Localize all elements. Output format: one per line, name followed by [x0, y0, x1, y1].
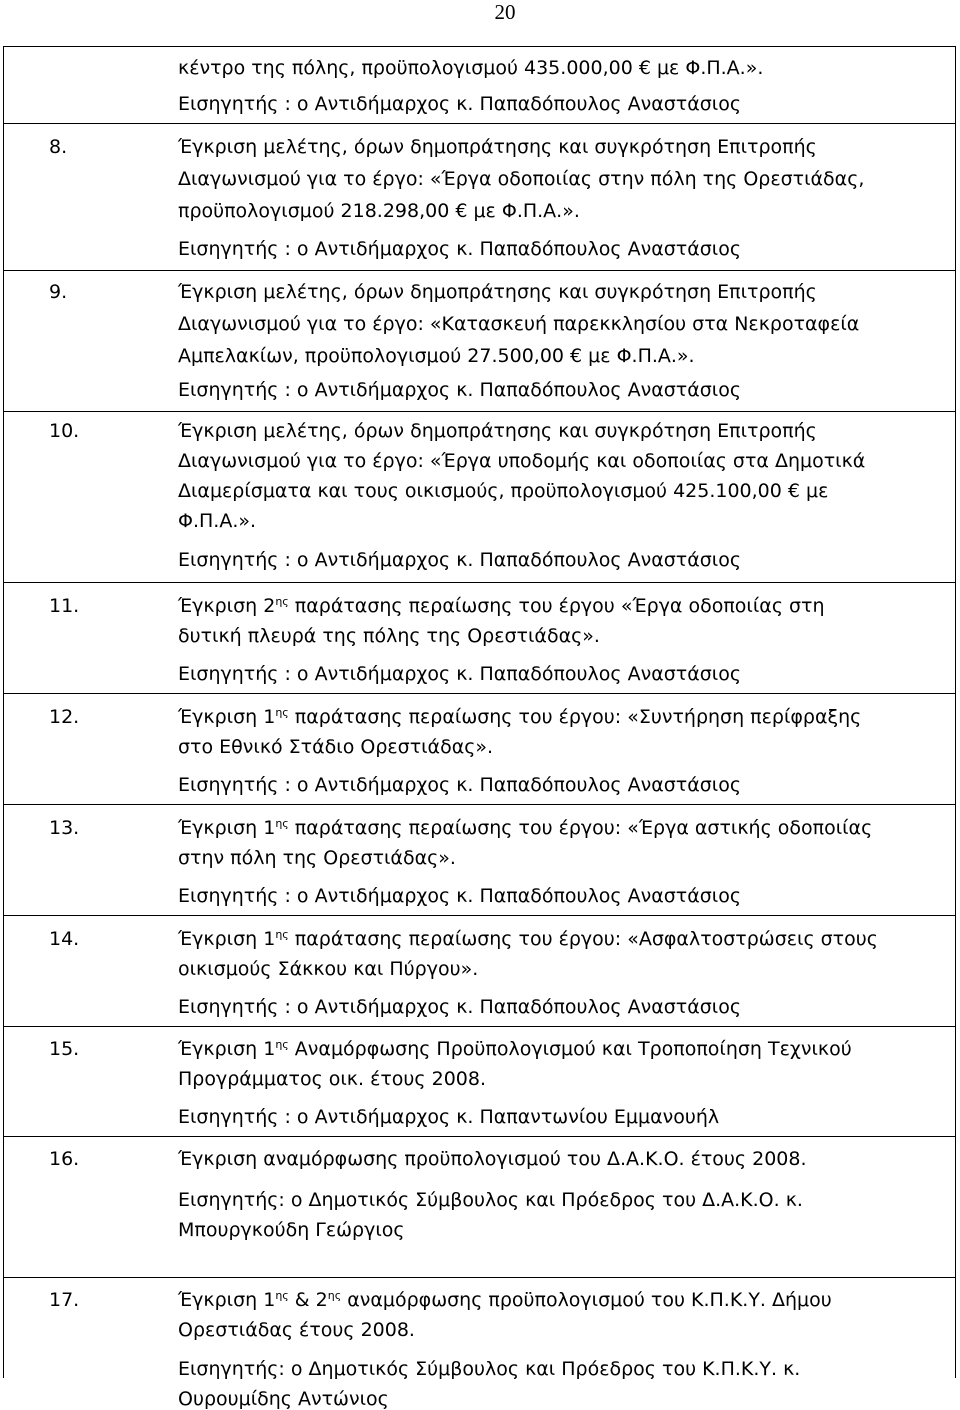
- table-row: [4, 1278, 955, 1410]
- ordinal-suffix: ης: [275, 1038, 289, 1051]
- item-text-line: κέντρο της πόλης, προϋπολογισμού 435.000,00 € με Φ.Π.Α.».: [178, 57, 764, 79]
- ordinal-suffix: ης: [275, 928, 289, 941]
- rapporteur: Εισηγητής : ο Αντιδήμαρχος κ. Παπαδόπουλος Αναστάσιος: [178, 93, 741, 115]
- item-text-prefix: Έγκριση 1: [178, 1289, 276, 1311]
- rapporteur: Εισηγητής : ο Αντιδήμαρχος κ. Παπαδόπουλος Αναστάσιος: [178, 238, 741, 260]
- item-text-prefix: Έγκριση 1: [178, 817, 276, 839]
- table-row: [4, 124, 955, 271]
- rapporteur: Εισηγητής : ο Αντιδήμαρχος κ. Παπαδόπουλος Αναστάσιος: [178, 663, 741, 685]
- item-number: 16.: [49, 1148, 80, 1170]
- table-row: [4, 271, 955, 412]
- item-text-rest: παράτασης περαίωσης του έργου «Έργα οδοποιίας στη: [288, 595, 825, 617]
- item-number: 11.: [49, 595, 80, 617]
- table-row: [4, 1137, 955, 1278]
- item-text-mid: & 2: [288, 1289, 328, 1311]
- item-text-rest: παράτασης περαίωσης του έργου: «Ασφαλτοστρώσεις στους: [288, 928, 878, 950]
- rapporteur: Ουρουμίδης Αντώνιος: [178, 1388, 389, 1410]
- item-text-line: [178, 1038, 852, 1060]
- item-text-line: Διαγωνισμού για το έργο: «Έργα οδοποιίας στην πόλη της Ορεστιάδας,: [178, 168, 865, 190]
- item-text-rest: παράτασης περαίωσης του έργου: «Συντήρηση περίφραξης: [288, 706, 862, 728]
- rapporteur: Εισηγητής : ο Αντιδήμαρχος κ. Παπαδόπουλος Αναστάσιος: [178, 885, 741, 907]
- item-text-line: Φ.Π.Α.».: [178, 510, 257, 532]
- item-text-line: Προγράμματος οικ. έτους 2008.: [178, 1068, 486, 1090]
- item-text-line: Διαγωνισμού για το έργο: «Κατασκευή παρεκκλησίου στα Νεκροταφεία: [178, 313, 860, 335]
- ordinal-suffix: ης: [275, 817, 289, 830]
- table-row: [4, 583, 955, 694]
- item-number: 14.: [49, 928, 80, 950]
- item-number: 12.: [49, 706, 80, 728]
- ordinal-suffix: ης: [275, 706, 289, 719]
- item-text-line: Έγκριση μελέτης, όρων δημοπράτησης και συγκρότηση Επιτροπής: [178, 281, 817, 303]
- table-row: [4, 1027, 955, 1137]
- rapporteur: Μπουργκούδη Γεώργιος: [178, 1219, 405, 1241]
- table-row: [4, 916, 955, 1027]
- item-text-line: [178, 1289, 832, 1311]
- item-text-line: δυτική πλευρά της πόλης της Ορεστιάδας».: [178, 625, 600, 647]
- item-number: 10.: [49, 420, 80, 442]
- item-text-line: Έγκριση αναμόρφωσης προϋπολογισμού του Δ.Α.Κ.Ο. έτους 2008.: [178, 1148, 807, 1170]
- ordinal-suffix: ης: [327, 1289, 342, 1302]
- item-text-rest: παράτασης περαίωσης του έργου: «Έργα αστικής οδοποιίας: [288, 817, 873, 839]
- ordinal-suffix: ης: [275, 595, 289, 608]
- item-text-rest: αναμόρφωσης προϋπολογισμού του Κ.Π.Κ.Υ. Δήμου: [341, 1289, 832, 1311]
- rapporteur: Εισηγητής : ο Αντιδήμαρχος κ. Παπαδόπουλος Αναστάσιος: [178, 379, 741, 401]
- item-text-line: [178, 817, 872, 839]
- item-text-line: Έγκριση μελέτης, όρων δημοπράτησης και συγκρότηση Επιτροπής: [178, 136, 817, 158]
- item-text-line: Έγκριση μελέτης, όρων δημοπράτησης και συγκρότηση Επιτροπής: [178, 420, 817, 442]
- item-text-prefix: Έγκριση 1: [178, 1038, 276, 1060]
- table-row: [4, 694, 955, 805]
- rapporteur: Εισηγητής : ο Αντιδήμαρχος κ. Παπαδόπουλος Αναστάσιος: [178, 774, 741, 796]
- rapporteur: Εισηγητής: ο Δημοτικός Σύμβουλος και Πρόεδρος του Κ.Π.Κ.Υ. κ.: [178, 1358, 801, 1380]
- item-text-line: οικισμούς Σάκκου και Πύργου».: [178, 958, 479, 980]
- item-text-prefix: Έγκριση 1: [178, 928, 276, 950]
- ordinal-suffix: ης: [275, 1289, 289, 1302]
- item-number: 9.: [49, 281, 68, 303]
- item-text-prefix: Έγκριση 1: [178, 706, 276, 728]
- item-text-line: στο Εθνικό Στάδιο Ορεστιάδας».: [178, 736, 494, 758]
- item-text-line: Ορεστιάδας έτους 2008.: [178, 1319, 415, 1341]
- item-text-line: Διαμερίσματα και τους οικισμούς, προϋπολογισμού 425.100,00 € με: [178, 480, 829, 502]
- item-text-line: [178, 595, 825, 617]
- table-row: [4, 412, 955, 583]
- agenda-table: [3, 46, 956, 1410]
- rapporteur: Εισηγητής : ο Αντιδήμαρχος κ. Παπαδόπουλος Αναστάσιος: [178, 549, 741, 571]
- item-text-line: [178, 706, 861, 728]
- rapporteur: Εισηγητής: ο Δημοτικός Σύμβουλος και Πρόεδρος του Δ.Α.Κ.Ο. κ.: [178, 1189, 803, 1211]
- item-text-line: [178, 928, 878, 950]
- item-number: 17.: [49, 1289, 80, 1311]
- item-number: 8.: [49, 136, 68, 158]
- item-text-line: Αμπελακίων, προϋπολογισμού 27.500,00 € με Φ.Π.Α.».: [178, 345, 695, 367]
- item-text-line: Διαγωνισμού για το έργο: «Έργα υποδομής και οδοποιίας στα Δημοτικά: [178, 450, 866, 472]
- page-number: 20: [494, 0, 516, 24]
- item-text-prefix: Έγκριση 2: [178, 595, 276, 617]
- item-number: 15.: [49, 1038, 80, 1060]
- table-row: [4, 805, 955, 916]
- table-row: [4, 47, 955, 124]
- item-text-line: στην πόλη της Ορεστιάδας».: [178, 847, 456, 869]
- rapporteur: Εισηγητής : ο Αντιδήμαρχος κ. Παπαδόπουλος Αναστάσιος: [178, 996, 741, 1018]
- item-text-rest: Αναμόρφωσης Προϋπολογισμού και Τροποποίηση Τεχνικού: [288, 1038, 852, 1060]
- item-text-line: προϋπολογισμού 218.298,00 € με Φ.Π.Α.».: [178, 200, 580, 222]
- item-number: 13.: [49, 817, 80, 839]
- rapporteur: Εισηγητής : ο Αντιδήμαρχος κ. Παπαντωνίου Εμμανουήλ: [178, 1106, 720, 1128]
